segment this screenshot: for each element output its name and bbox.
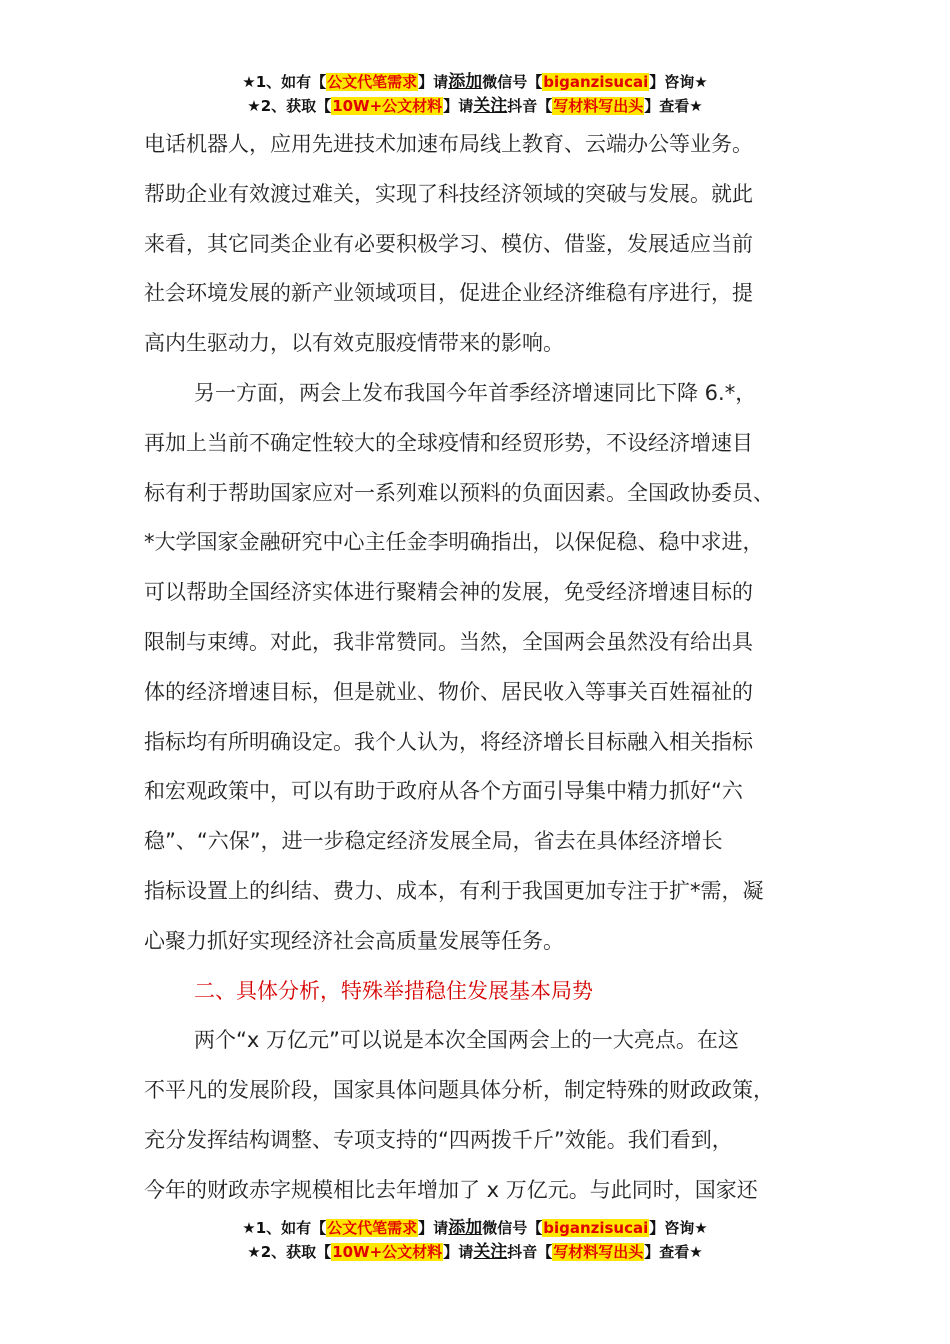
banner-text: 】请	[418, 73, 449, 91]
body-line: 指标均有所明确设定。我个人认为，将经济增长目标融入相关指标	[144, 729, 753, 754]
highlight-materials: 10W+公文材料	[332, 1243, 443, 1261]
banner-line-2	[0, 1240, 950, 1264]
emphasis-follow: 关注	[473, 1242, 508, 1262]
highlight-douyin: 写材料写出头	[553, 97, 644, 115]
body-line: 和宏观政策中，可以有助于政府从各个方面引导集中精力抓好“六	[144, 779, 743, 804]
banner-text: 】咨询★	[649, 73, 708, 91]
body-line: 不平凡的发展阶段，国家具体问题具体分析，制定特殊的财政政策，	[144, 1078, 774, 1103]
body-line: 另一方面，两会上发布我国今年首季经济增速同比下降 6.*，	[194, 380, 757, 405]
banner-text: 抖音【	[507, 1243, 553, 1261]
highlight-douyin: 写材料写出头	[553, 1243, 644, 1261]
emphasis-add: 添加	[448, 72, 483, 92]
highlight-service: 公文代笔需求	[327, 1219, 418, 1237]
body-line: 稳”、“六保”，进一步稳定经济发展全局，省去在具体经济增长	[144, 829, 723, 854]
highlight-wechat-id: biganzisucai	[543, 73, 649, 91]
banner-text: 抖音【	[507, 97, 553, 115]
banner-text: 】请	[418, 1219, 449, 1237]
body-line: 今年的财政赤字规模相比去年增加了 x 万亿元。与此同时，国家还	[144, 1177, 758, 1202]
body-line: 充分发挥结构调整、专项支持的“四两拨千斤”效能。我们看到，	[144, 1127, 733, 1152]
banner-text: ★2、获取【	[247, 1243, 332, 1261]
banner-text: 】查看★	[644, 97, 703, 115]
emphasis-add: 添加	[448, 1218, 483, 1238]
banner-text: 微信号【	[482, 1219, 543, 1237]
banner-line-2	[0, 94, 950, 118]
banner-text: 微信号【	[482, 73, 543, 91]
banner-text: ★2、获取【	[247, 97, 332, 115]
banner-line-1	[0, 70, 950, 94]
document-body	[144, 120, 834, 1216]
highlight-service: 公文代笔需求	[327, 73, 418, 91]
section-heading: 二、具体分析，特殊举措稳住发展基本局势	[194, 978, 593, 1003]
emphasis-follow: 关注	[473, 96, 508, 116]
banner-text: 】查看★	[644, 1243, 703, 1261]
body-line: *大学国家金融研究中心主任金李明确指出，以保促稳、稳中求进，	[144, 530, 764, 555]
body-line: 指标设置上的纠结、费力、成本，有利于我国更加专注于扩*需，凝	[144, 878, 764, 903]
banner-text: 】请	[443, 97, 474, 115]
body-line: 限制与束缚。对此，我非常赞同。当然，全国两会虽然没有给出具	[144, 629, 753, 654]
body-line: 帮助企业有效渡过难关，实现了科技经济领域的突破与发展。就此	[144, 181, 753, 206]
banner-text: ★1、如有【	[242, 1219, 327, 1237]
body-line: 心聚力抓好实现经济社会高质量发展等任务。	[144, 928, 564, 953]
highlight-wechat-id: biganzisucai	[543, 1219, 649, 1237]
header-banner	[0, 70, 950, 118]
footer-banner	[0, 1216, 950, 1264]
highlight-materials: 10W+公文材料	[332, 97, 443, 115]
banner-text: 】咨询★	[649, 1219, 708, 1237]
body-line: 标有利于帮助国家应对一系列难以预料的负面因素。全国政协委员、	[144, 480, 774, 505]
banner-text: 】请	[443, 1243, 474, 1261]
body-line: 电话机器人，应用先进技术加速布局线上教育、云端办公等业务。	[144, 132, 753, 156]
banner-text: ★1、如有【	[242, 73, 327, 91]
body-line: 两个“x 万亿元”可以说是本次全国两会上的一大亮点。在这	[194, 1028, 739, 1053]
body-line: 可以帮助全国经济实体进行聚精会神的发展，免受经济增速目标的	[144, 580, 753, 605]
body-line: 体的经济增速目标，但是就业、物价、居民收入等事关百姓福祉的	[144, 679, 753, 704]
body-line: 高内生驱动力，以有效克服疫情带来的影响。	[144, 331, 564, 356]
body-line: 社会环境发展的新产业领域项目，促进企业经济维稳有序进行，提	[144, 281, 753, 306]
body-line: 再加上当前不确定性较大的全球疫情和经贸形势，不设经济增速目	[144, 430, 753, 455]
banner-line-1	[0, 1216, 950, 1240]
body-line: 来看，其它同类企业有必要积极学习、模仿、借鉴，发展适应当前	[144, 231, 753, 256]
